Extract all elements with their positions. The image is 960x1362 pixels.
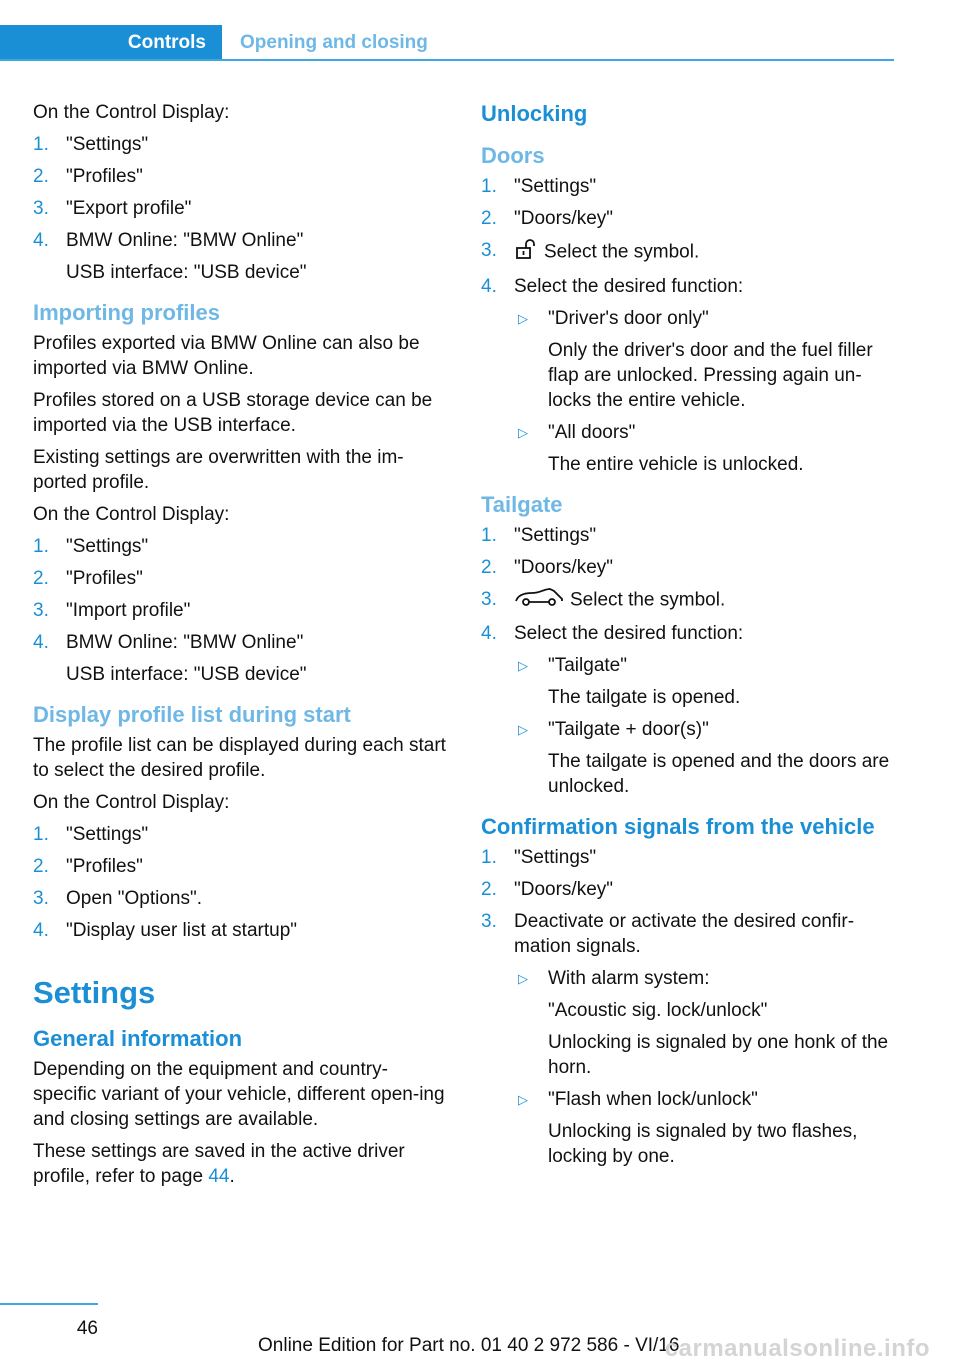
export-steps-list [33, 132, 451, 285]
doors-steps-list [481, 174, 896, 477]
triangle-right-icon: ▷ [518, 658, 528, 673]
list-item: 1. "Settings" [481, 847, 597, 868]
list-item: 3. Open "Options". [33, 888, 203, 909]
list-item: 4. Select the desired function: ▷ "Driver's door only" Only the driver's door and the fuel filler flap are unlocked. Pressing again un‐locks the entire vehicle. ▷ "All doors" The entire vehicle is unlocked. [481, 274, 896, 477]
settings-heading: Settings [33, 975, 156, 1010]
confirmation-signals-heading: Confirmation signals from the vehicle [481, 814, 875, 839]
paragraph: On the Control Display: [33, 792, 230, 813]
list-item: 3. "Export profile" [33, 198, 192, 219]
left-column [33, 100, 451, 1196]
unlocking-heading: Unlocking [481, 101, 588, 126]
list-item: 3. "Import profile" [33, 600, 191, 621]
edition-text: Online Edition for Part no. 01 40 2 972 586 - VI/16 [258, 1335, 680, 1356]
list-item: 2. "Doors/key" [481, 557, 614, 578]
triangle-right-icon: ▷ [518, 1092, 528, 1107]
car-tailgate-icon [514, 587, 564, 614]
display-list-steps [33, 822, 451, 943]
list-item: 2. "Doors/key" [481, 879, 614, 900]
list-item: 2. "Profiles" [33, 856, 143, 877]
display-profile-list-heading: Display profile list during start [33, 702, 351, 727]
list-item: 1. "Settings" [33, 134, 149, 155]
tab-controls[interactable]: Controls [0, 25, 222, 61]
footer-rule [0, 1303, 98, 1305]
list-item: 2. "Profiles" [33, 166, 143, 187]
page-number: 46 [76, 1318, 98, 1339]
header-tabs [0, 25, 894, 61]
importing-profiles-heading: Importing profiles [33, 300, 220, 325]
list-item: ▷ "Tailgate + door(s)" The tailgate is opened and the doors are unlocked. [518, 719, 890, 797]
doors-heading: Doors [481, 143, 545, 168]
list-item: 4. BMW Online: "BMW Online" USB interface: "USB device" [33, 230, 307, 283]
paragraph: Depending on the equipment and country-specific variant of your vehicle, different open‐ing and closing settings are available. [33, 1059, 445, 1130]
page-link[interactable]: 44 [208, 1166, 230, 1187]
unlock-icon [514, 238, 538, 267]
import-steps-list [33, 534, 451, 687]
list-item: 3. Select the symbol. [481, 238, 896, 267]
doors-options [514, 306, 896, 477]
header-rule [0, 59, 894, 61]
list-item: 3. Deactivate or activate the desired confir‐mation signals. ▷ With alarm system: "Acoustic sig. lock/unlock" Unlocking is signaled by one honk of the horn. ▷ "Flash when lock/unlock" Unlocking is signaled by two flashes, locking by one. [481, 909, 896, 1169]
tailgate-options [514, 653, 896, 799]
list-item: 1. "Settings" [33, 824, 149, 845]
confirmation-options [514, 966, 896, 1169]
paragraph: Profiles exported via BMW Online can also be imported via BMW Online. [33, 333, 420, 379]
list-item: 1. "Settings" [33, 536, 149, 557]
triangle-right-icon: ▷ [518, 311, 528, 326]
list-item: 2. "Profiles" [33, 568, 143, 589]
list-item: ▷ With alarm system: "Acoustic sig. lock/unlock" Unlocking is signaled by one honk of the horn. [518, 968, 889, 1078]
watermark: carmanualsonline.info [664, 1335, 930, 1362]
intro-text: On the Control Display: [33, 102, 230, 123]
list-item: 3. Select the symbol. [481, 587, 896, 614]
list-item: 4. Select the desired function: ▷ "Tailgate" The tailgate is opened. ▷ "Tailgate + door(s)" The tailgate is opened and the doors are unlocked. [481, 621, 896, 799]
paragraph: Profiles stored on a USB storage device can be imported via the USB interface. [33, 390, 433, 436]
paragraph: These settings are saved in the active driver profile, refer to page 44. [33, 1141, 405, 1187]
tailgate-heading: Tailgate [481, 492, 563, 517]
list-item: 1. "Settings" [481, 525, 597, 546]
general-information-heading: General information [33, 1026, 243, 1051]
right-column [481, 100, 896, 1183]
paragraph: The profile list can be displayed during each start to select the desired profile. [33, 735, 446, 781]
paragraph: On the Control Display: [33, 504, 230, 525]
list-item: ▷ "Tailgate" The tailgate is opened. [518, 655, 741, 708]
confirmation-steps-list [481, 845, 896, 1169]
paragraph: Existing settings are overwritten with the im‐ported profile. [33, 447, 404, 493]
list-item: ▷ "All doors" The entire vehicle is unlocked. [518, 422, 804, 475]
list-item: 4. BMW Online: "BMW Online" USB interface: "USB device" [33, 632, 307, 685]
triangle-right-icon: ▷ [518, 722, 528, 737]
triangle-right-icon: ▷ [518, 425, 528, 440]
tab-opening-and-closing[interactable]: Opening and closing [240, 32, 428, 53]
triangle-right-icon: ▷ [518, 971, 528, 986]
list-item: 1. "Settings" [481, 176, 597, 197]
list-item: 2. "Doors/key" [481, 208, 614, 229]
tailgate-steps-list [481, 523, 896, 799]
list-item: ▷ "Driver's door only" Only the driver's door and the fuel filler flap are unlocked. Pressing again un‐locks the entire vehicle. [518, 308, 873, 411]
list-item: 4. "Display user list at startup" [33, 920, 298, 941]
list-item: ▷ "Flash when lock/unlock" Unlocking is signaled by two flashes, locking by one. [518, 1089, 858, 1167]
